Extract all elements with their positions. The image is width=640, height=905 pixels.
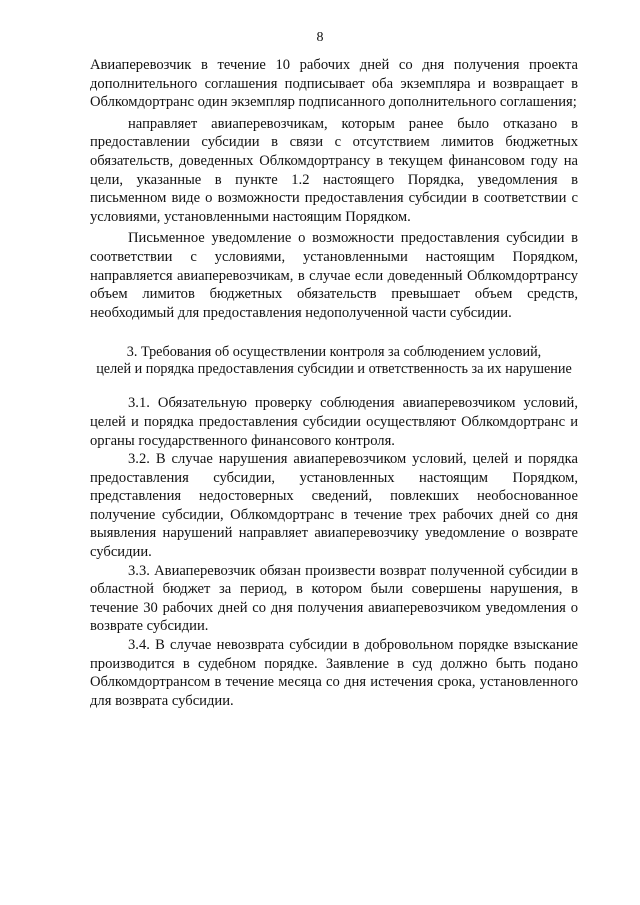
clause-3-1: 3.1. Обязательную проверку соблюдения авиаперевозчиком условий, целей и порядка предоставления субсидии осуществляют Облкомдортранс и органы государственного финансового контроля. bbox=[90, 395, 578, 449]
section-heading-line2: целей и порядка предоставления субсидии и ответственность за их нарушение bbox=[96, 361, 572, 378]
page-number: 8 bbox=[316, 30, 324, 45]
clause-3-2: 3.2. В случае нарушения авиаперевозчиком условий, целей и порядка предоставления субсидии, установленных настоящим Порядком, представления недостоверных сведений, повлекших необоснованное получение субсидии, Облкомдортранс в течение трех рабочих дней со дня выявления нарушений направляет авиаперевозчику уведомление о возврате субсидии. bbox=[90, 451, 578, 561]
document-body bbox=[90, 56, 578, 710]
paragraph-notification-duty: направляет авиаперевозчикам, которым ранее было отказано в предоставлении субсидии в связи с отсутствием лимитов бюджетных обязательств, доведенных Облкомдортрансу в текущем финансовом году на цели, указанные в пункте 1.2 настоящего Порядка, уведомления в письменном виде о возможности предоставления субсидии в соответствии с условиями, установленными настоящим Порядком. bbox=[90, 115, 578, 225]
clause-3-3: 3.3. Авиаперевозчик обязан произвести возврат полученной субсидии в областной бюджет за период, в котором были совершены нарушения, в течение 30 рабочих дней со дня получения авиаперевозчиком уведомления о возврате субсидии. bbox=[90, 562, 578, 635]
section-heading-line1: 3. Требования об осуществлении контроля за соблюдением условий, bbox=[126, 344, 542, 361]
paragraph-written-notice: Письменное уведомление о возможности предоставления субсидии в соответствии с условиями, установленными настоящим Порядком, направляется авиаперевозчикам, в случае если доведенный Облкомдортрансу объем лимитов бюджетных обязательств превышает объем средств, необходимый для предоставления недополученной части субсидии. bbox=[90, 230, 578, 321]
clause-3-4: 3.4. В случае невозврата субсидии в добровольном порядке взыскание производится в судебном порядке. Заявление в суд должно быть подано Облкомдортрансом в течение месяца со дня истечения срока, установленного для возврата субсидии. bbox=[90, 637, 578, 709]
section-heading bbox=[90, 344, 578, 378]
paragraph-continuation: Авиаперевозчик в течение 10 рабочих дней со дня получения проекта дополнительного соглашения подписывает оба экземпляра и возвращает в Облкомдортранс один экземпляр подписанного дополнительного соглашения; bbox=[90, 57, 578, 111]
